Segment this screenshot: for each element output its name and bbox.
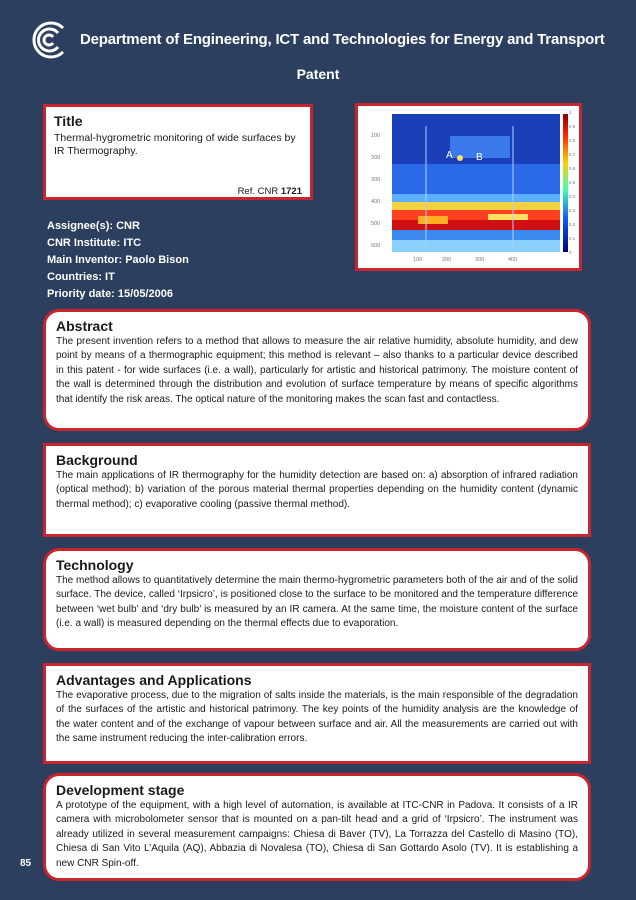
thermal-image <box>358 106 579 268</box>
cnr-logo-icon <box>30 20 70 60</box>
abstract-text: The present invention refers to a method that allows to measure the air relative humidity, absolute humidity, and dew point by means of a thermographic equipment; this method is relevant – also thanks to a particular device described in this patent - for wide surfaces (i.e. a wall), particularly for artistic and historical patrimony. The moisture content of the wall is determined through the distribution and evolution of surface temperature by means of specific algorithms that identify the risk areas. The optical nature of the monitoring makes the scan fast and contactless. <box>56 336 578 405</box>
development-heading: Development stage <box>56 782 185 798</box>
scale-label: 0.6 <box>569 166 576 171</box>
abstract-section <box>43 309 591 431</box>
ref-number: 1721 <box>280 186 302 197</box>
background-section <box>43 443 591 537</box>
marker-b: B <box>476 152 483 163</box>
scale-label: 1 <box>569 110 572 115</box>
technology-section <box>43 548 591 651</box>
scale-label: 0.8 <box>569 138 576 143</box>
scale-label: 0.2 <box>569 222 576 227</box>
development-section <box>43 773 591 881</box>
technology-text: The method allows to quantitatively determine the main thermo-hygrometric parameters both of the air and of the solid surface. The device, called ‘Irpsicro’, is positioned close to the surface to be monitored and the temperature difference between ‘wet bulb’ and ‘dry bulb’ is measured by an IR camera. At the same time, the moisture content of the surface (i.e. a wall) is measured depending on the thermal effects due to evaporation. <box>56 575 578 630</box>
y-tick: 300 <box>371 177 381 183</box>
marker-a: A <box>446 150 453 161</box>
title-heading: Title <box>54 113 83 129</box>
x-tick: 300 <box>475 257 485 263</box>
advantages-text: The evaporative process, due to the migration of salts inside the materials, is the main responsible of the degradation of the surfaces of the artistic and historical patrimony. The key points of the humidity analysis are the knowledge of the water content and of the exchange of vapour between surface and air. All the measurements are carried out with the same instrument reducing the inter-calibration errors. <box>56 690 578 745</box>
title-text: Thermal-hygrometric monitoring of wide surfaces by IR Thermography. <box>54 132 296 157</box>
countries: Countries: IT <box>47 271 115 283</box>
y-tick: 400 <box>371 199 381 205</box>
page-number: 85 <box>20 858 32 869</box>
patent-meta <box>47 218 189 303</box>
x-tick: 400 <box>508 257 518 263</box>
doc-type-heading: Patent <box>296 66 340 82</box>
technology-heading: Technology <box>56 557 134 573</box>
scale-label: 0.5 <box>569 180 576 185</box>
reference <box>238 186 302 197</box>
assignee: Assignee(s): CNR <box>47 220 140 232</box>
title-box <box>43 104 313 200</box>
background-heading: Background <box>56 452 138 468</box>
background-text: The main applications of IR thermography for the humidity detection are based on: a) absorption of infrared radiation (optical method); b) variation of the porous material thermal properties depending on the humidity content (dynamic thermal method); c) evaporative cooling (passive thermal method). <box>56 470 578 510</box>
ref-prefix: Ref. CNR <box>237 186 279 197</box>
scale-label: 0 <box>569 250 572 255</box>
y-tick: 100 <box>371 133 381 139</box>
thermal-image-box <box>355 103 582 271</box>
x-tick: 100 <box>413 257 423 263</box>
development-text: A prototype of the equipment, with a high level of automation, is available at ITC-CNR in Padova. It consists of a IR camera with microbolometer sensor that is mounted on a pan-tilt head and a grid of ‘Irpsicro’. The instrument was already utilized in several measurement campaigns: Chiesa di Baver (TV), La Torrazza del Castello di Masino (TO), Chiesa di San Vito L’Aquila (AQ), Abbazia di Novalesa (TO), Chiesa di San Gottardo Asolo (TV). It is establishing a new CNR Spin-off. <box>56 800 578 869</box>
y-tick: 200 <box>371 155 381 161</box>
advantages-heading: Advantages and Applications <box>56 672 252 688</box>
abstract-heading: Abstract <box>56 318 113 334</box>
priority-date: Priority date: 15/05/2006 <box>47 288 173 300</box>
scale-label: 0.1 <box>569 236 576 241</box>
scale-label: 0.4 <box>569 194 576 199</box>
scale-label: 0.3 <box>569 208 576 213</box>
scale-label: 0.7 <box>569 152 576 157</box>
y-tick: 500 <box>371 221 381 227</box>
inventor: Main Inventor: Paolo Bison <box>47 254 189 266</box>
advantages-section <box>43 663 591 764</box>
department-title: Department of Engineering, ICT and Technologies for Energy and Transport <box>80 31 605 48</box>
y-tick: 600 <box>371 243 381 249</box>
scale-label: 0.9 <box>569 124 576 129</box>
x-tick: 200 <box>442 257 452 263</box>
institute: CNR Institute: ITC <box>47 237 142 249</box>
